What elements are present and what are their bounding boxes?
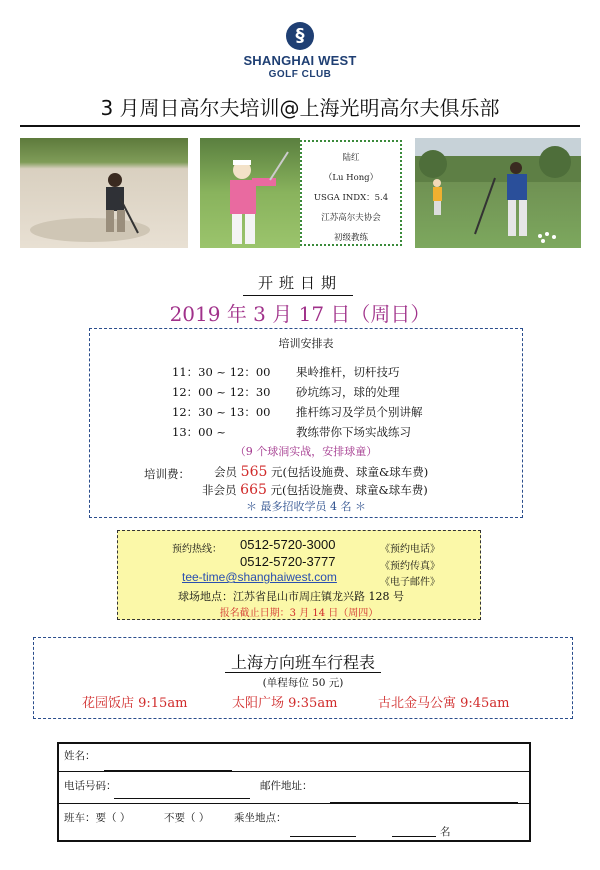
title-divider [20,125,580,127]
bunker-golfer-figure [20,138,188,248]
bunker-practice-photo [20,138,188,248]
schedule-title: 培训安排表 [278,337,334,350]
shuttle-price: (单程每位 50 元) [262,677,344,689]
phone-number[interactable]: 0512-5720-3000 [240,537,336,552]
start-date-heading: 开班日期 [257,274,342,292]
caddie-note: （9 个球洞实战，安排球童） [234,445,378,458]
fee-suffix: 元(包括设施费、球童&球车费) [270,483,428,497]
fee-suffix: 元(包括设施费、球童&球车费) [271,465,429,479]
max-students-note: ＊ 最多招收学员 4 名 ＊ [246,500,366,513]
email-link[interactable]: tee-time@shanghaiwest.com [182,570,337,584]
schedule-item: 砂坑练习，球的处理 [296,385,400,399]
driving-range-figures [415,138,581,248]
coach-photo [200,138,300,248]
email-label: 邮件地址： [260,780,313,792]
coach-swing-figure [200,138,300,248]
phone-tag: 《预约电话》 [380,544,440,555]
fee-who: 会员 [214,465,237,479]
name-label: 姓名： [64,750,96,762]
fee-label: 培训费： [144,467,190,481]
coach-info-card [300,140,402,246]
schedule-time: 11：30 ~ 12：00 [172,365,271,379]
coach-name-en: （Lu Hong） [323,173,379,183]
logo-line1: SHANGHAI WEST [243,53,357,68]
phone-label: 电话号码： [64,780,117,792]
schedule-time: 12：00 ~ 12：30 [172,385,271,399]
shuttle-title: 上海方向班车行程表 [230,653,375,672]
driving-range-photo [415,138,581,248]
fax-number[interactable]: 0512-5720-3777 [240,554,336,569]
fax-tag: 《预约传真》 [380,561,440,572]
shuttle-no-option[interactable]: 不要（ ） [164,812,210,824]
shuttle-stop: 花园饭店 9:15am [82,696,188,711]
schedule-item: 教练带你下场实战练习 [296,425,411,439]
fee-price: 665 [240,482,267,498]
club-logo [240,22,360,80]
schedule-item: 推杆练习及学员个别讲解 [296,405,423,419]
course-address: 球场地点：江苏省昆山市周庄镇龙兴路 128 号 [178,590,404,603]
email-tag: 《电子邮件》 [380,577,440,588]
member-fee [214,464,428,480]
start-date-underline [243,295,353,296]
schedule-time: 13：00 ~ [172,425,227,439]
logo-line2: GOLF CLUB [268,69,332,80]
schedule-time: 12：30 ~ 13：00 [172,405,271,419]
email-field[interactable] [330,802,518,803]
registration-deadline: 报名截止日期：3 月 14 日（周四） [219,608,379,619]
shuttle-yes-option[interactable]: 班车：要（ ） [64,812,131,824]
headcount-suffix: 名 [440,826,451,838]
pickup-field[interactable] [290,836,356,837]
coach-level: 初级教练 [333,233,368,243]
hotline-label: 预约热线： [172,544,222,555]
coach-name: 陆红 [342,153,360,163]
start-date: 2019 年 3 月 17 日（周日） [169,302,431,326]
fee-who: 非会员 [202,483,237,497]
phone-field[interactable] [114,798,250,799]
schedule-item: 果岭推杆，切杆技巧 [296,365,400,379]
headcount-field[interactable] [392,836,436,837]
nonmember-fee [202,482,428,498]
shuttle-stop: 太阳广场 9:35am [232,696,338,711]
swan-emblem-icon: § [286,22,314,50]
page-title: 3 月周日高尔夫培训@上海光明高尔夫俱乐部 [100,96,500,120]
coach-org: 江苏高尔夫协会 [321,213,381,223]
fee-price: 565 [240,464,268,480]
form-row-divider [59,803,529,804]
shuttle-stop: 古北金马公寓 9:45am [378,696,510,711]
pickup-label: 乘坐地点： [234,812,287,824]
shuttle-title-underline [225,672,381,673]
form-row-divider [59,771,529,772]
coach-index: USGA INDX：5.4 [313,193,389,203]
name-field[interactable] [104,770,232,771]
